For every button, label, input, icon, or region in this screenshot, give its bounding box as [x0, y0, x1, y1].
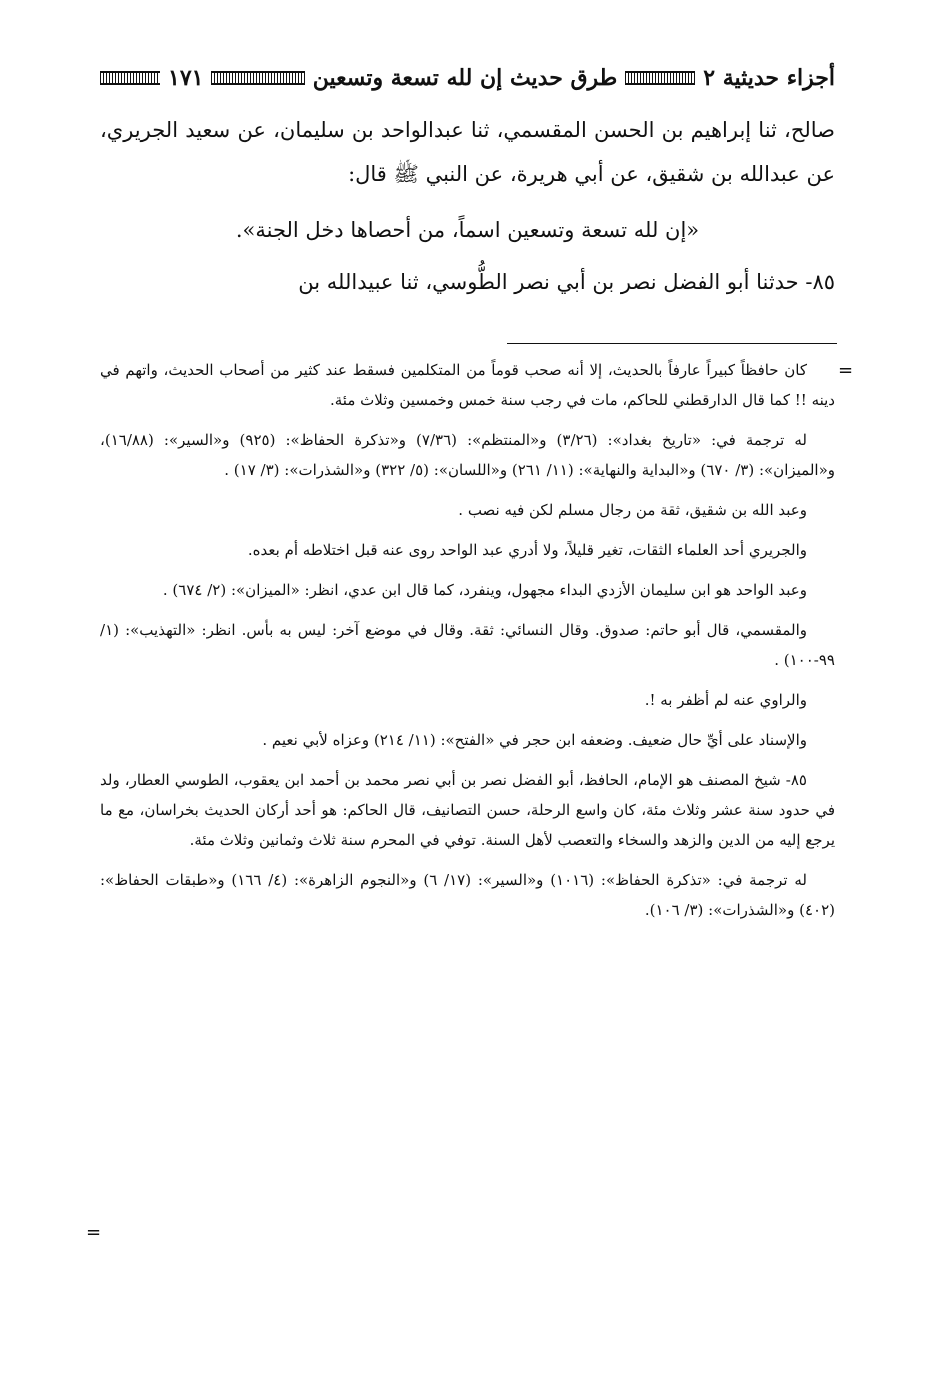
main-paragraph-85: ٨٥- حدثنا أبو الفضل نصر بن أبي نصر الطُّوسي، ثنا عبيدالله بن [298, 270, 835, 294]
main-paragraph-isnad: صالح، ثنا إبراهيم بن الحسن المقسمي، ثنا عبدالواحد بن سليمان، عن سعيد الجريري، عن عبدالله بن شقيق، عن أبي هريرة، عن النبي ﷺ قال: [100, 118, 835, 186]
footnote-paragraph: وعبد الله بن شقيق، ثقة من رجال مسلم لكن فيه نصب . [458, 501, 807, 519]
header-title: أجزاء حديثية ٢ [703, 65, 835, 91]
footnote-continuation-mark: = [838, 360, 854, 381]
footnote-paragraph: كان حافظاً كبيراً عارفاً بالحديث، إلا أنه صحب قوماً من المتكلمين فسقط عند كثير من أصحاب الحديث، واتهم في دينه !! كما قال الدارقطني للحاكم، مات في رجب سنة خمس وخمسين وثلاث مئة. [100, 361, 835, 409]
footnote-paragraph: والمقسمي، قال أبو حاتم: صدوق. وقال النسائي: ثقة. وقال في موضع آخر: ليس به بأس. انظر: «التهذيب»: (١/ ٩٩-١٠٠) . [100, 621, 835, 669]
footnote-end-mark: = [86, 1222, 102, 1243]
footnote-paragraph-85: ٨٥- شيخ المصنف هو الإمام، الحافظ، أبو الفضل نصر بن أبي نصر محمد بن أحمد ابن يعقوب، الطوسي العطار، ولد في حدود سنة عشر وثلاث مئة، كان واسع الرحلة، حسن التصانيف، قال الحاكم: هو أحد أركان الحديث بخراسان، مع ما يرجع إليه من الدين والزهد والسخاء والتعصب لأهل السنة. توفي في المحرم سنة ثلاث وثمانين وثلاث مئة. [100, 771, 835, 849]
footnote-separator [507, 343, 837, 344]
main-text [100, 108, 835, 304]
page-number: ١٧١ [168, 65, 204, 91]
footnotes [100, 355, 835, 935]
footnote-paragraph: والراوي عنه لم أظفر به !. [644, 691, 807, 709]
main-paragraph-hadith: «إن لله تسعة وتسعين اسماً، من أحصاها دخل الجنة». [235, 218, 700, 242]
header-rule-3 [100, 71, 160, 85]
footnote-paragraph: والإسناد على أيِّ حال ضعيف. وضعفه ابن حجر في «الفتح»: (١١/ ٢١٤) وعزاه لأبي نعيم . [262, 731, 807, 749]
footnote-paragraph: وعبد الواحد هو ابن سليمان الأزدي البداء مجهول، وينفرد، كما قال ابن عدي، انظر: «الميزان»: (٢/ ٦٧٤) . [162, 581, 807, 599]
header-rule-1 [625, 71, 695, 85]
footnote-paragraph: والجريري أحد العلماء الثقات، تغير قليلاً، ولا أدري عبد الواحد روى عنه قبل اختلاطه أم بعده. [247, 541, 807, 559]
running-header [100, 58, 835, 98]
footnote-paragraph: له ترجمة في: «تاريخ بغداد»: (٣/٢٦) و«المنتظم»: (٧/٣٦) و«تذكرة الحفاظ»: (٩٢٥) و«السير»: (١٦/٨٨)، و«الميزان»: (٣/ ٦٧٠) و«البداية والنهاية»: (١١/ ٢٦١) و«اللسان»: (٥/ ٣٢٢) و«الشذرات»: (٣/ ١٧) . [100, 431, 835, 479]
header-rule-2 [211, 71, 304, 85]
footnote-paragraph: له ترجمة في: «تذكرة الحفاظ»: (١٠١٦) و«السير»: (١٧/ ٦) و«النجوم الزاهرة»: (٤/ ١٦٦) و«طبقات الحفاظ»: (٤٠٢) و«الشذرات»: (٣/ ١٠٦). [100, 871, 835, 919]
header-subtitle: طرق حديث إن لله تسعة وتسعين [312, 65, 618, 91]
